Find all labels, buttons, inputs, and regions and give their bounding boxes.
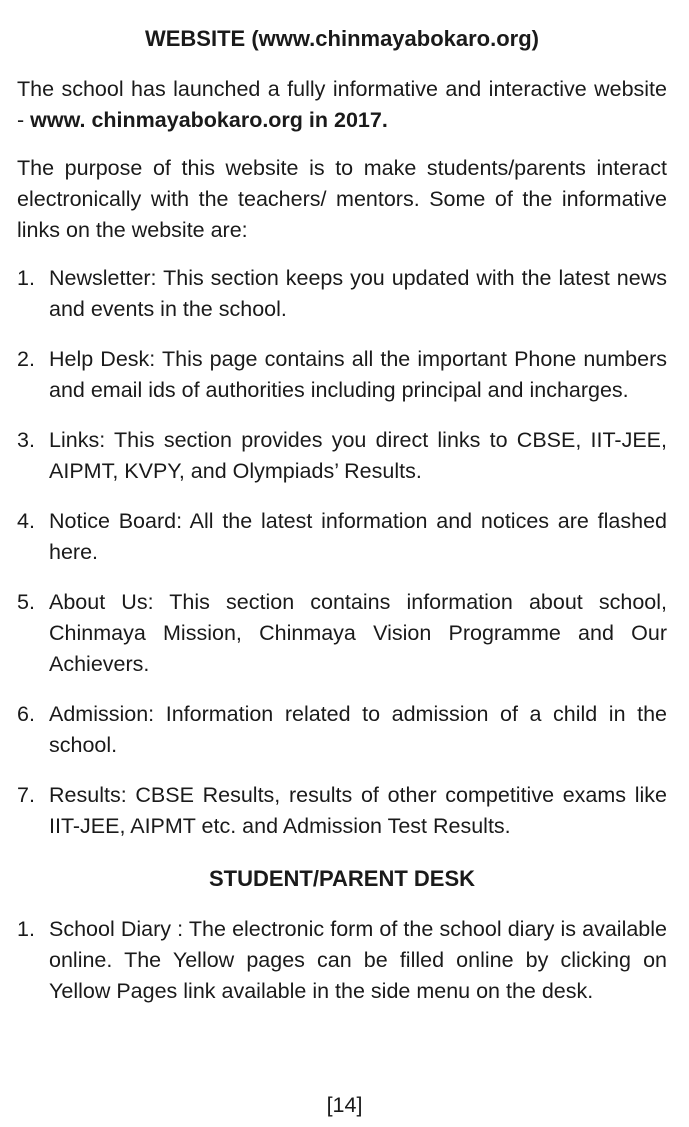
intro-website-url: www. chinmayabokaro.org in 2017. bbox=[30, 108, 388, 132]
item-text: School Diary : The electronic form of the school diary is available online. The Yellow pages can be filled online by clicking on Yellow Pages link available in the side menu on the desk. bbox=[49, 917, 667, 1003]
item-number: 4. bbox=[17, 509, 35, 533]
item-text: About Us: This section contains information about school, Chinmaya Mission, Chinmaya Vision Programme and Our Achievers. bbox=[49, 590, 667, 676]
list-item bbox=[17, 425, 667, 487]
item-number: 2. bbox=[17, 347, 35, 371]
list-item bbox=[17, 263, 667, 325]
item-text: Newsletter: This section keeps you updated with the latest news and events in the school. bbox=[49, 266, 667, 321]
item-number: 3. bbox=[17, 428, 35, 452]
item-number: 1. bbox=[17, 917, 35, 941]
item-text: Admission: Information related to admission of a child in the school. bbox=[49, 702, 667, 757]
intro-text: The school has launched a fully informative and interactive website - bbox=[17, 77, 667, 132]
list-item bbox=[17, 506, 667, 568]
list-item bbox=[17, 780, 667, 842]
website-heading: WEBSITE (www.chinmayabokaro.org) bbox=[144, 26, 539, 51]
item-text: Notice Board: All the latest information and notices are flashed here. bbox=[49, 509, 667, 564]
page-number: [14] bbox=[326, 1093, 363, 1117]
desk-list bbox=[17, 914, 667, 1007]
item-number: 5. bbox=[17, 590, 35, 614]
item-text: Links: This section provides you direct links to CBSE, IIT-JEE, AIPMT, KVPY, and Olympiads’ Results. bbox=[49, 428, 667, 483]
desk-heading: STUDENT/PARENT DESK bbox=[208, 866, 476, 891]
list-item bbox=[17, 699, 667, 761]
list-item bbox=[17, 914, 667, 1007]
item-text: Help Desk: This page contains all the important Phone numbers and email ids of authorities including principal and incharges. bbox=[49, 347, 667, 402]
item-number: 7. bbox=[17, 783, 35, 807]
item-text: Results: CBSE Results, results of other competitive exams like IIT-JEE, AIPMT etc. and Admission Test Results. bbox=[49, 783, 667, 838]
list-item bbox=[17, 587, 667, 680]
purpose-paragraph: The purpose of this website is to make students/parents interact electronically with the teachers/ mentors. Some of the informative links on the website are: bbox=[17, 156, 667, 242]
list-item bbox=[17, 344, 667, 406]
item-number: 6. bbox=[17, 702, 35, 726]
item-number: 1. bbox=[17, 266, 35, 290]
website-links-list bbox=[17, 263, 667, 842]
intro-paragraph bbox=[17, 74, 667, 136]
